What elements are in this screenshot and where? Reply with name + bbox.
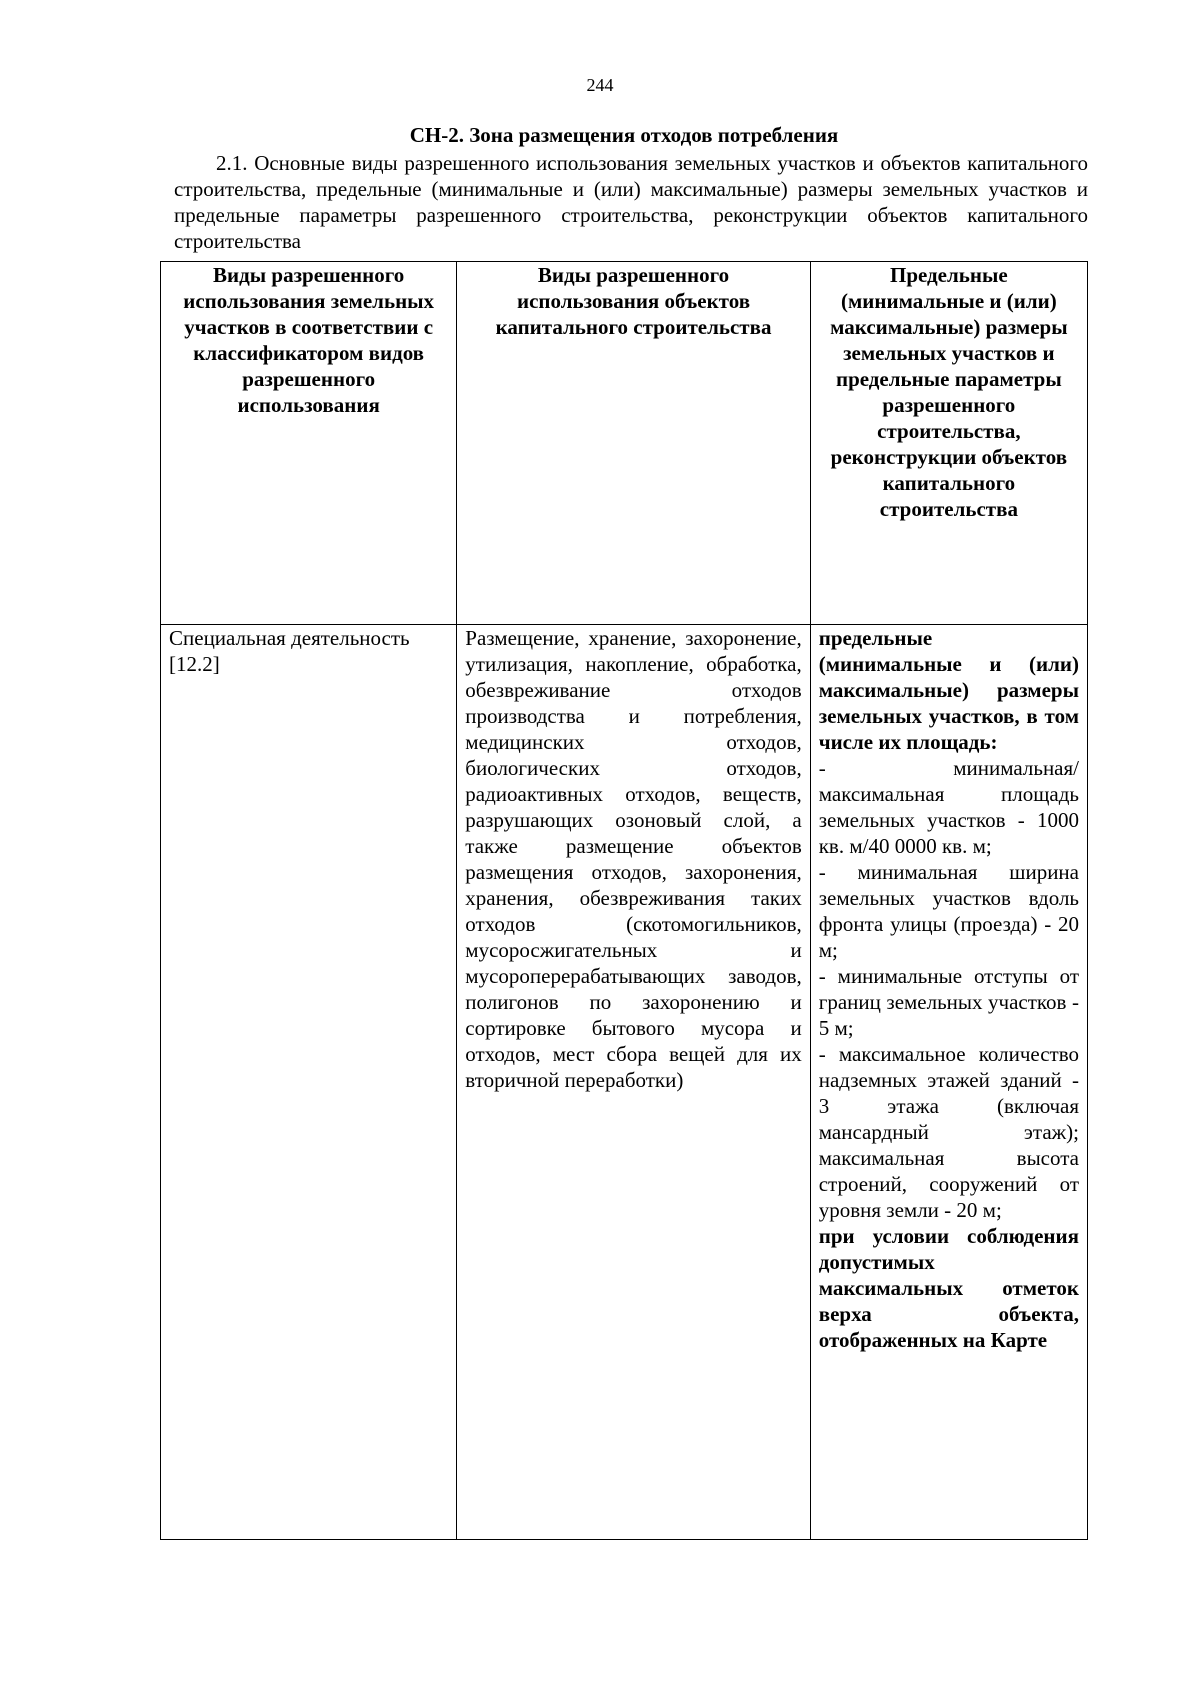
intro-paragraph: 2.1. Основные виды разрешенного использования земельных участков и объектов капитального строительства, предельные (минимальные и (или) максимальные) размеры земельных участков и предельные параметры разрешенного строительства, реконструкции объектов капитального строительства (174, 151, 1088, 253)
header-construction-use: Виды разрешенного использования объектов капитального строительства (457, 262, 810, 625)
page-number: 244 (586, 75, 614, 95)
land-use-code: [12.2] (169, 652, 220, 676)
land-use-name: Специальная деятельность (169, 626, 410, 650)
parameters-cell (810, 625, 1087, 1540)
params-setback: - минимальные отступы от границ земельных участков - 5 м; (818, 964, 1079, 1040)
params-condition: при условии соблюдения допустимых максимальных отметок верха объекта, отображенных на Карте (818, 1224, 1079, 1352)
land-use-cell (161, 625, 457, 1540)
construction-use-cell: Размещение, хранение, захоронение, утилизация, накопление, обработка, обезвреживание отходов производства и потребления, медицинских отходов, биологических отходов, радиоактивных отходов, веществ, разрушающих озоновый слой, а также размещение объектов размещения отходов, захоронения, хранения, обезвреживания таких отходов (скотомогильников, мусоросжигательных и мусороперерабатывающих заводов, полигонов по захоронению и сортировке бытового мусора и отходов, мест сбора вещей для их вторичной переработки) (457, 625, 810, 1540)
header-land-use: Виды разрешенного использования земельных участков в соответствии с классификатором видов разрешенного использования (161, 262, 457, 625)
params-floors: - максимальное количество надземных этажей зданий - 3 этажа (включая мансардный этаж); максимальная высота строений, сооружений от уровня земли - 20 м; (818, 1042, 1079, 1222)
table-header-row (161, 262, 1088, 625)
table-row (161, 625, 1088, 1540)
params-heading: предельные (минимальные и (или) максимальные) размеры земельных участков, в том числе их площадь: (818, 626, 1079, 754)
params-width: - минимальная ширина земельных участков вдоль фронта улицы (проезда) - 20 м; (818, 860, 1079, 962)
header-parameters: Предельные (минимальные и (или) максимальные) размеры земельных участков и предельные параметры разрешенного строительства, реконструкции объектов капитального строительства (810, 262, 1087, 625)
params-area: - минимальная/максимальная площадь земельных участков - 1000 кв. м/40 0000 кв. м; (818, 756, 1079, 858)
section-title: СН-2. Зона размещения отходов потребления (409, 123, 839, 147)
zoning-table (160, 261, 1088, 1540)
